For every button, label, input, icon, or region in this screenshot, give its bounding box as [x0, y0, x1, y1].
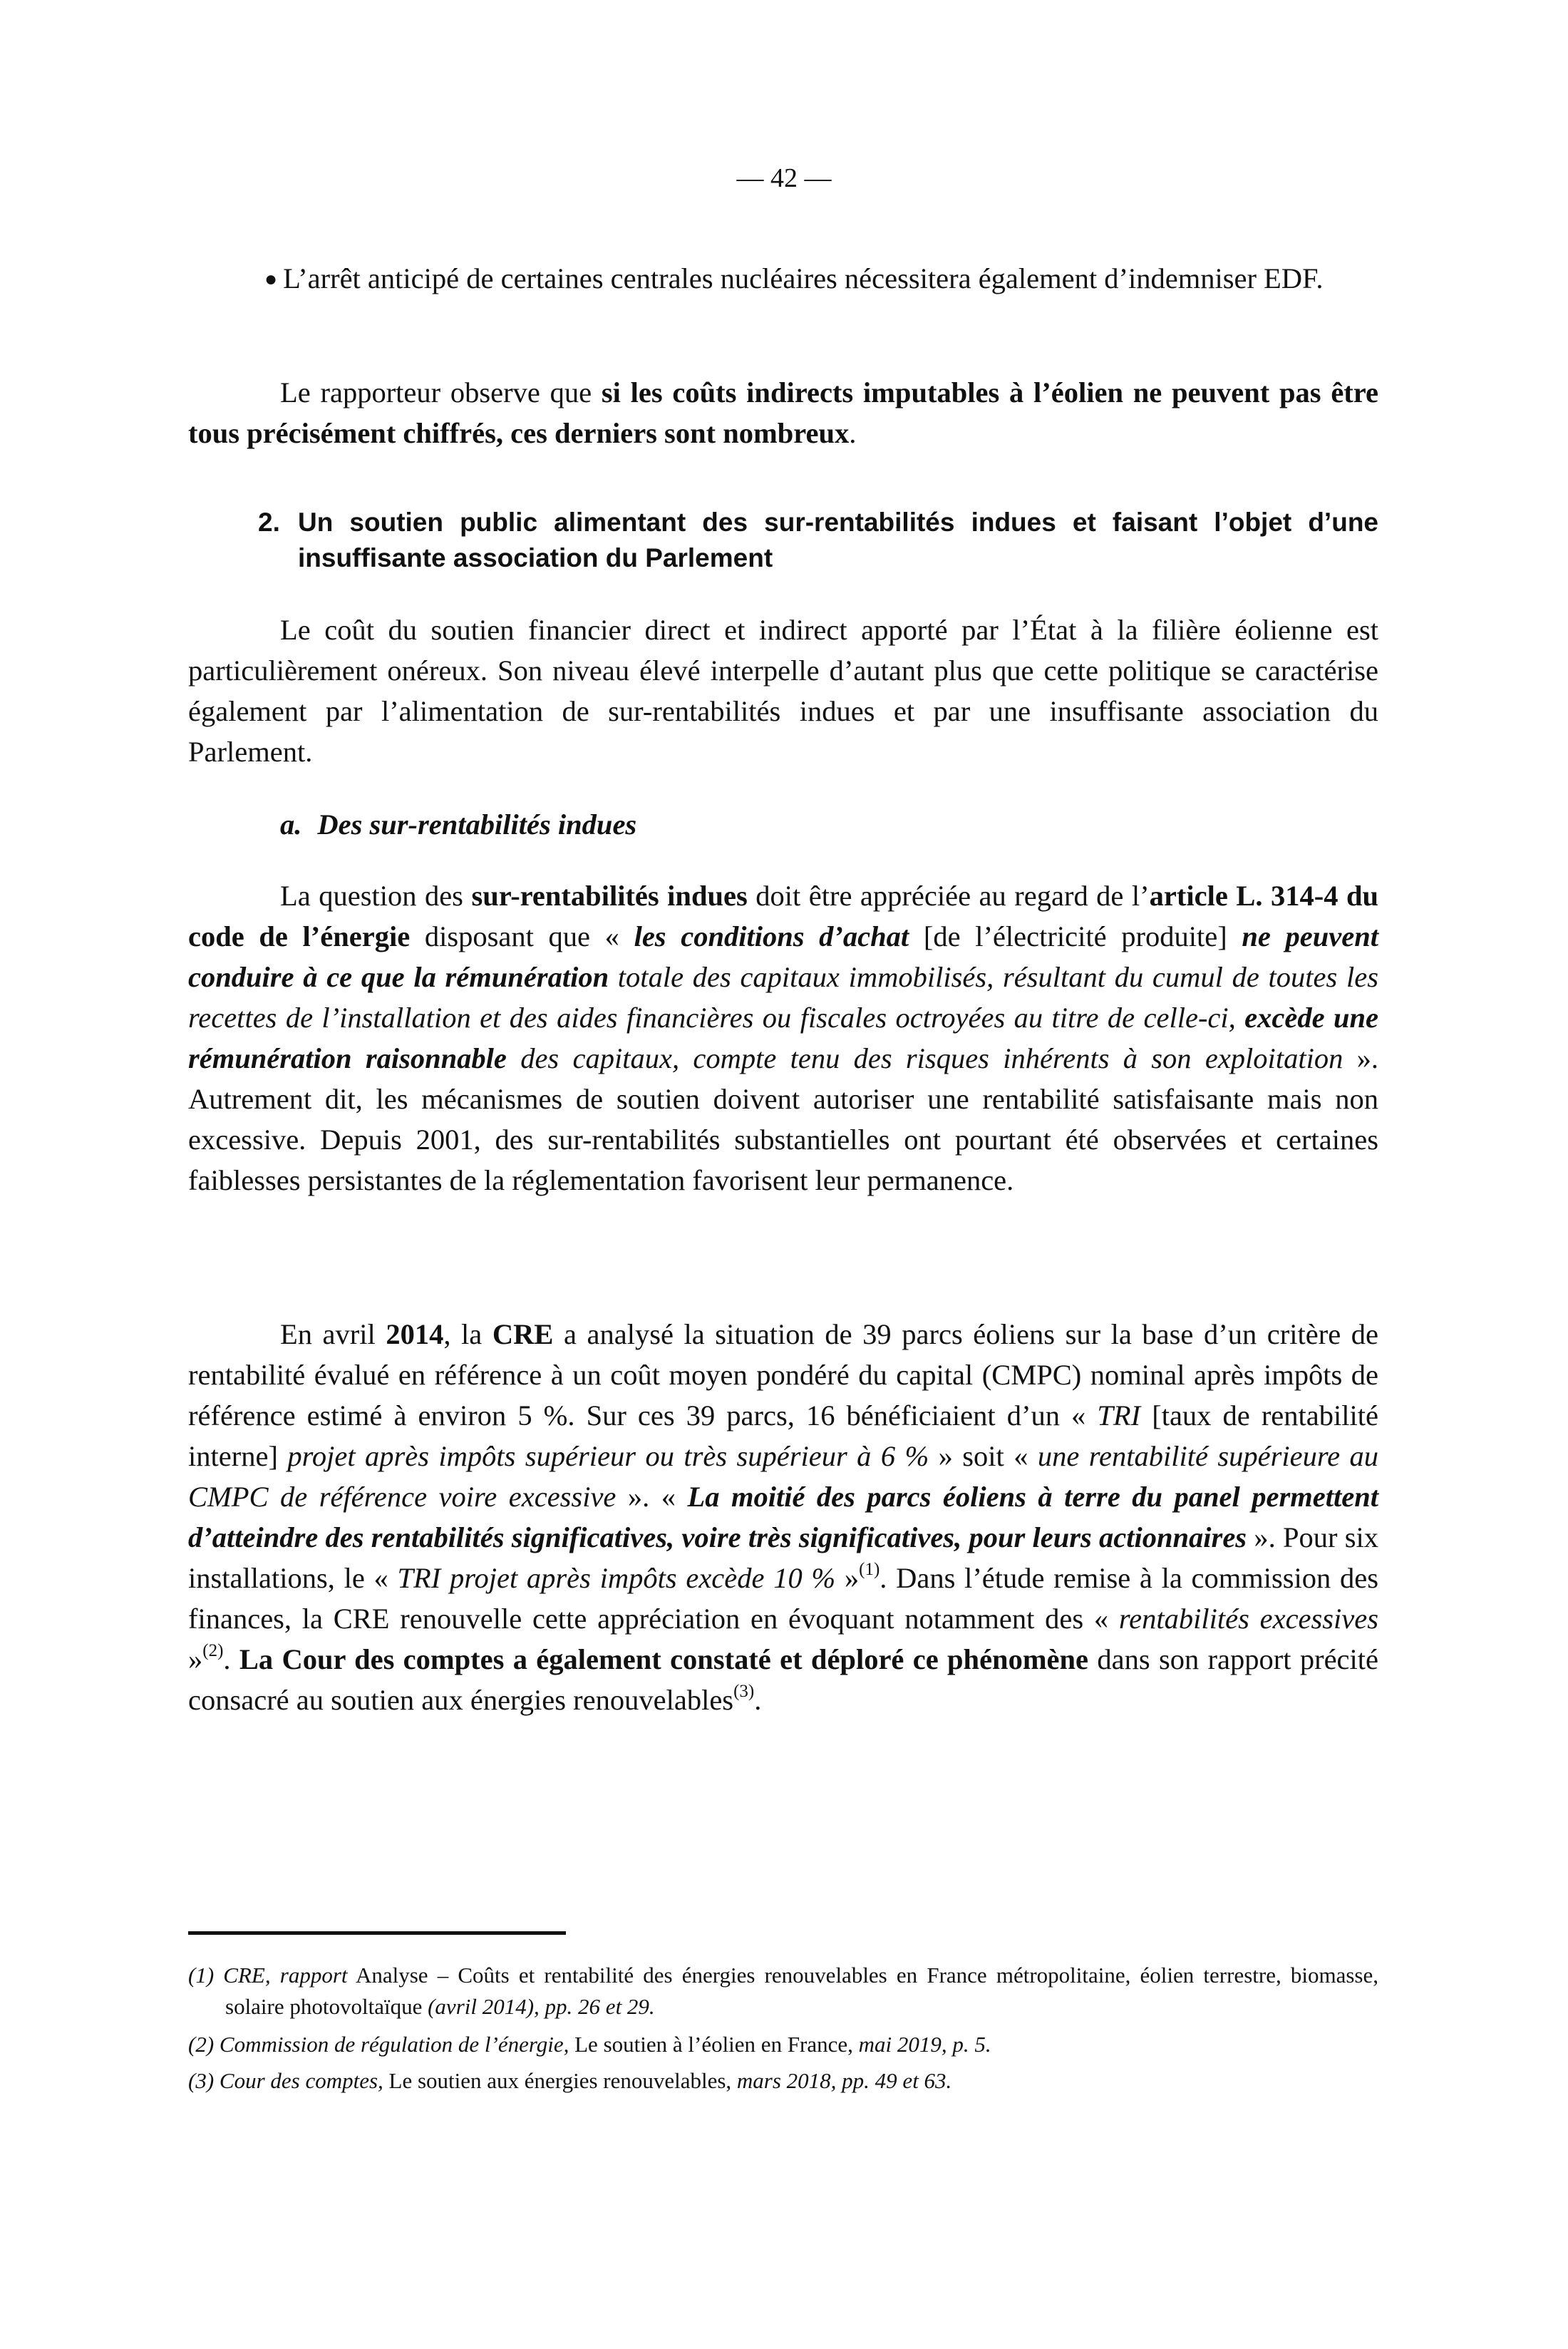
text-run: . Dans l’étude remise à la commission des finances, la CRE renouvelle cette appréciation en évoquant notamment des «: [188, 1562, 1378, 1635]
bullet-paragraph-runs: [283, 262, 1323, 294]
text-run: TRI: [1097, 1399, 1141, 1431]
paragraph-cout-soutien-runs: [188, 614, 1378, 768]
text-run: dans son rapport précité consacré au soutien aux énergies renouvelables: [188, 1643, 1379, 1716]
section-number: 2.: [258, 508, 280, 537]
footnote-reference[interactable]: (3): [733, 1682, 755, 1701]
text-run: En avril: [280, 1318, 386, 1350]
text-run: »: [188, 1643, 203, 1675]
text-run: .: [223, 1643, 239, 1675]
text-run: mai 2019, p. 5.: [858, 2032, 991, 2057]
text-run: Le soutien à l’éolien en France,: [569, 2032, 859, 2057]
text-run: TRI projet après impôts excède 10 %: [397, 1562, 836, 1594]
text-run: Analyse – Coûts et rentabilité des énergies renouvelables en France métropolitaine, éolien terrestre, biomasse, solaire photovoltaïque: [225, 1963, 1378, 2019]
paragraph-rapporteur-text: [188, 372, 1378, 453]
footnote-reference[interactable]: (2): [202, 1641, 224, 1660]
text-run: Le soutien aux énergies renouvelables,: [383, 2068, 737, 2093]
text-run: Le rapporteur observe que: [280, 376, 602, 408]
text-run: Le coût du soutien financier direct et indirect apporté par l’État à la filière éolienne est particulièrement onéreux. Son niveau élevé interpelle d’autant plus que cette politique se caractérise également par l’alimentation de sur-rentabilités indues et par une insuffisante association du Parlement.: [188, 614, 1378, 768]
text-run: CRE: [492, 1318, 554, 1350]
text-run: les conditions d’achat: [634, 920, 909, 952]
bullet-paragraph-text: [188, 258, 1378, 299]
paragraph-cout-soutien-text: [188, 610, 1378, 772]
text-run: (2) Commission de régulation de l’énergie,: [188, 2032, 569, 2057]
subsection-title: Des sur-rentabilités indues: [317, 808, 637, 841]
text-run: une rentabilité supérieure au CMPC de référence voire excessive: [188, 1440, 1379, 1513]
page-number: — 42 —: [736, 163, 832, 193]
text-run: des capitaux, compte tenu des risques inhérents à son exploitation: [506, 1042, 1343, 1074]
text-run: ne peuvent conduire à ce que la rémunération: [188, 920, 1378, 993]
paragraph-rapporteur: [188, 372, 1378, 453]
paragraph-rapporteur-runs: [188, 376, 1378, 449]
section-heading-2: [258, 505, 1378, 576]
text-run: article L. 314-4 du code de l’énergie: [188, 880, 1378, 952]
paragraph-article-l314-4: [188, 875, 1378, 1201]
text-run: » soit «: [929, 1440, 1038, 1472]
paragraph-cre-2014-text: [188, 1314, 1378, 1720]
text-run: projet après impôts supérieur ou très supérieur à 6 %: [287, 1440, 929, 1472]
paragraph-cout-soutien: [188, 610, 1378, 772]
subsection-heading-a: [280, 804, 636, 845]
text-run: .: [849, 417, 857, 449]
footnote-2: [188, 2029, 1378, 2060]
text-run: ». Pour six installations, le «: [188, 1521, 1378, 1594]
text-run: (1) CRE, rapport: [188, 1963, 348, 1988]
text-run: L’arrêt anticipé de certaines centrales nucléaires nécessitera également d’indemniser EDF.: [283, 262, 1324, 294]
text-run: ». Autrement dit, les mécanismes de soutien doivent autoriser une rentabilité satisfaisante mais non excessive. Depuis 2001, des sur-rentabilités substantielles ont pourtant été observées et certaines faiblesses persistantes de la réglementation favorisent leur permanence.: [188, 1042, 1378, 1196]
text-run: a analysé la situation de 39 parcs éoliens sur la base d’un critère de rentabilité évalué en référence à un coût moyen pondéré du capital (CMPC) nominal après impôts de référence estimé à environ 5 %. Sur ces 39 parcs, 16 bénéficiaient d’un «: [188, 1318, 1378, 1431]
footnote-1-text: [188, 1960, 1378, 2022]
paragraph-article-l314-4-text: [188, 875, 1378, 1201]
text-run: , la: [443, 1318, 492, 1350]
text-run: totale des capitaux immobilisés, résultant du cumul de toutes les recettes de l’installation et des aides financières ou fiscales octroyées au titre de celle-ci,: [188, 961, 1378, 1034]
footnote-reference[interactable]: (1): [859, 1560, 880, 1579]
text-run: (avril 2014), pp. 26 et 29.: [428, 1994, 655, 2019]
text-run: La question des: [280, 880, 472, 912]
paragraph-cre-2014: [188, 1314, 1378, 1720]
text-run: mars 2018, pp. 49 et 63.: [736, 2068, 952, 2093]
text-run: La moitié des parcs éoliens à terre du panel permettent d’atteindre des rentabilités significatives, voire très significatives, pour leurs actionnaires: [188, 1481, 1378, 1553]
bullet-icon: ●: [264, 267, 278, 291]
text-run: si les coûts indirects imputables à l’éolien ne peuvent pas être tous précisément chiffrés, ces derniers sont nombreux: [188, 376, 1379, 449]
text-run: sur-rentabilités indues: [471, 880, 748, 912]
footnote-1: [188, 1960, 1378, 2022]
section-title: Un soutien public alimentant des sur-rentabilités indues et faisant l’objet d’une insuffisante association du Parlement: [298, 508, 1378, 572]
footnote-2-text: [188, 2029, 1378, 2060]
footnote-separator: [188, 1931, 566, 1935]
footnote-3-text: [188, 2065, 1378, 2097]
text-run: [de l’électricité produite]: [909, 920, 1242, 952]
text-run: ». «: [616, 1481, 688, 1513]
text-run: .: [754, 1684, 762, 1716]
text-run: rentabilités excessives: [1118, 1603, 1379, 1635]
paragraph-cre-2014-runs: [188, 1318, 1378, 1716]
subsection-label: a.: [280, 808, 302, 841]
text-run: disposant que «: [410, 920, 634, 952]
text-run: doit être appréciée au regard de l’: [747, 880, 1150, 912]
paragraph-article-l314-4-runs: [188, 880, 1378, 1196]
bullet-paragraph: [188, 258, 1378, 299]
text-run: excède une rémunération raisonnable: [188, 1002, 1378, 1074]
text-run: [taux de rentabilité interne]: [188, 1399, 1378, 1472]
text-run: La Cour des comptes a également constaté et déploré ce phénomène: [239, 1643, 1089, 1675]
text-run: (3) Cour des comptes,: [188, 2068, 383, 2093]
text-run: 2014: [386, 1318, 444, 1350]
footnote-3: [188, 2065, 1378, 2097]
text-run: »: [835, 1562, 860, 1594]
